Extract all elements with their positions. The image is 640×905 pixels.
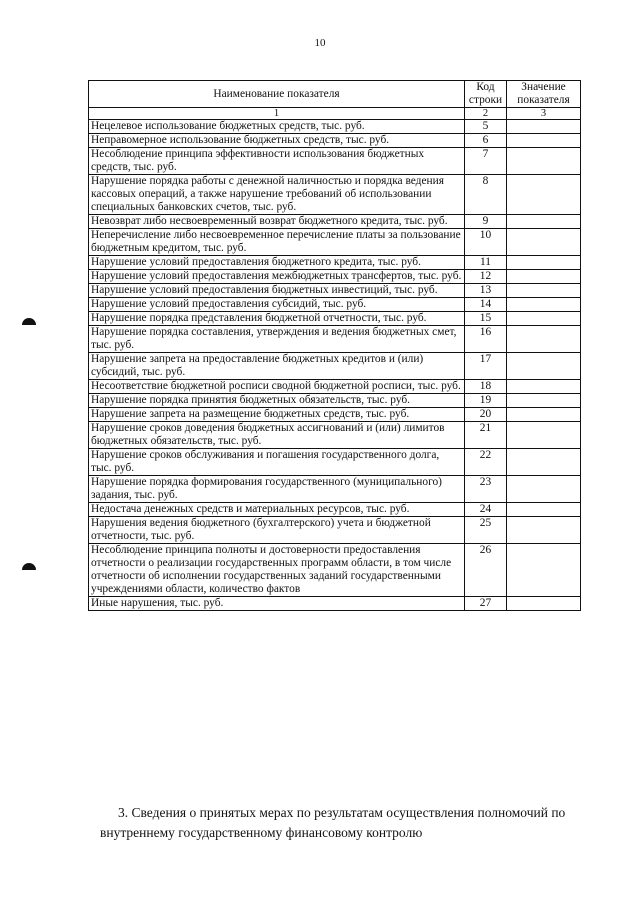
table-row [89,298,581,312]
header-code: Код строки [465,81,507,108]
table-row [89,284,581,298]
indicator-value-cell [507,517,581,544]
row-code: 27 [465,597,507,611]
row-code: 7 [465,148,507,175]
table-header-row [89,81,581,108]
row-code: 26 [465,544,507,597]
row-code: 17 [465,353,507,380]
indicator-value-cell [507,148,581,175]
row-code: 18 [465,380,507,394]
table-row [89,449,581,476]
table-row [89,422,581,449]
table-row [89,394,581,408]
indicator-value-cell [507,394,581,408]
indicator-value-cell [507,215,581,229]
indicator-value-cell [507,503,581,517]
row-code: 12 [465,270,507,284]
table-row [89,229,581,256]
indicator-value-cell [507,134,581,148]
indicator-name: Нарушение сроков обслуживания и погашения государственного долга, тыс. руб. [89,449,465,476]
table-row [89,326,581,353]
indicator-name: Нарушение условий предоставления бюджетного кредита, тыс. руб. [89,256,465,270]
table-row [89,256,581,270]
row-code: 15 [465,312,507,326]
table-row [89,517,581,544]
row-code: 11 [465,256,507,270]
indicators-table [88,80,581,611]
table-row [89,175,581,215]
row-code: 23 [465,476,507,503]
indicator-value-cell [507,476,581,503]
indicator-value-cell [507,380,581,394]
indicator-name: Нарушение условий предоставления межбюджетных трансфертов, тыс. руб. [89,270,465,284]
row-code: 6 [465,134,507,148]
indicator-value-cell [507,312,581,326]
indicator-name: Иные нарушения, тыс. руб. [89,597,465,611]
hole-punch-mark-top [22,318,36,325]
indicator-value-cell [507,298,581,312]
indicator-value-cell [507,597,581,611]
indicator-value-cell [507,353,581,380]
row-code: 16 [465,326,507,353]
indicator-name: Нарушение запрета на размещение бюджетных средств, тыс. руб. [89,408,465,422]
header-value: Значение показателя [507,81,581,108]
indicator-name: Нарушения ведения бюджетного (бухгалтерского) учета и бюджетной отчетности, тыс. руб. [89,517,465,544]
indicator-value-cell [507,229,581,256]
indicator-value-cell [507,408,581,422]
table-row [89,148,581,175]
indicator-name: Нарушение запрета на предоставление бюджетных кредитов и (или) субсидий, тыс. руб. [89,353,465,380]
indicator-name: Нарушение порядка представления бюджетной отчетности, тыс. руб. [89,312,465,326]
row-code: 19 [465,394,507,408]
column-number: 2 [465,108,507,120]
table-row [89,408,581,422]
indicator-name: Недостача денежных средств и материальных ресурсов, тыс. руб. [89,503,465,517]
header-name: Наименование показателя [89,81,465,108]
row-code: 24 [465,503,507,517]
indicator-value-cell [507,175,581,215]
indicator-value-cell [507,544,581,597]
indicator-value-cell [507,284,581,298]
indicator-value-cell [507,270,581,284]
table-row [89,353,581,380]
indicator-name: Нарушение порядка формирования государственного (муниципального) задания, тыс. руб. [89,476,465,503]
row-code: 5 [465,120,507,134]
indicator-value-cell [507,256,581,270]
column-number: 1 [89,108,465,120]
table-row [89,503,581,517]
indicator-name: Нарушение порядка составления, утверждения и ведения бюджетных смет, тыс. руб. [89,326,465,353]
indicator-name: Нарушение порядка работы с денежной наличностью и порядка ведения кассовых операций, а также нарушение требований об использовании специальных банковских счетов, тыс. руб. [89,175,465,215]
indicator-value-cell [507,326,581,353]
indicator-name: Несоблюдение принципа эффективности использования бюджетных средств, тыс. руб. [89,148,465,175]
row-code: 22 [465,449,507,476]
indicator-name: Нарушение условий предоставления бюджетных инвестиций, тыс. руб. [89,284,465,298]
table-row [89,476,581,503]
row-code: 9 [465,215,507,229]
page-number: 10 [314,37,326,49]
indicator-name: Несоблюдение принципа полноты и достоверности предоставления отчетности о реализации государственных программ области, в том числе отчетности об исполнении государственных заданий государственными учреждениями области, количество фактов [89,544,465,597]
table-row [89,215,581,229]
table-row [89,270,581,284]
row-code: 13 [465,284,507,298]
indicator-name: Нецелевое использование бюджетных средств, тыс. руб. [89,120,465,134]
indicator-name: Нарушение условий предоставления субсидий, тыс. руб. [89,298,465,312]
table-row [89,120,581,134]
row-code: 20 [465,408,507,422]
hole-punch-mark-bottom [22,563,36,570]
table-row [89,134,581,148]
table-row [89,597,581,611]
table-row [89,544,581,597]
indicator-name: Нарушение сроков доведения бюджетных ассигнований и (или) лимитов бюджетных обязательств, тыс. руб. [89,422,465,449]
row-code: 8 [465,175,507,215]
indicator-name: Несоответствие бюджетной росписи сводной бюджетной росписи, тыс. руб. [89,380,465,394]
section-heading: 3. Сведения о принятых мерах по результатам осуществления полномочий по внутреннему государственному финансовому контролю [100,805,566,840]
indicator-name: Нарушение порядка принятия бюджетных обязательств, тыс. руб. [89,394,465,408]
indicator-name: Неправомерное использование бюджетных средств, тыс. руб. [89,134,465,148]
row-code: 10 [465,229,507,256]
indicator-value-cell [507,120,581,134]
indicator-value-cell [507,449,581,476]
indicator-name: Неперечисление либо несвоевременное перечисление платы за пользование бюджетным кредитом, тыс. руб. [89,229,465,256]
column-number: 3 [507,108,581,120]
indicator-name: Невозврат либо несвоевременный возврат бюджетного кредита, тыс. руб. [89,215,465,229]
table-row [89,312,581,326]
row-code: 25 [465,517,507,544]
row-code: 21 [465,422,507,449]
indicator-value-cell [507,422,581,449]
table-row [89,380,581,394]
row-code: 14 [465,298,507,312]
column-numbers-row [89,108,581,120]
